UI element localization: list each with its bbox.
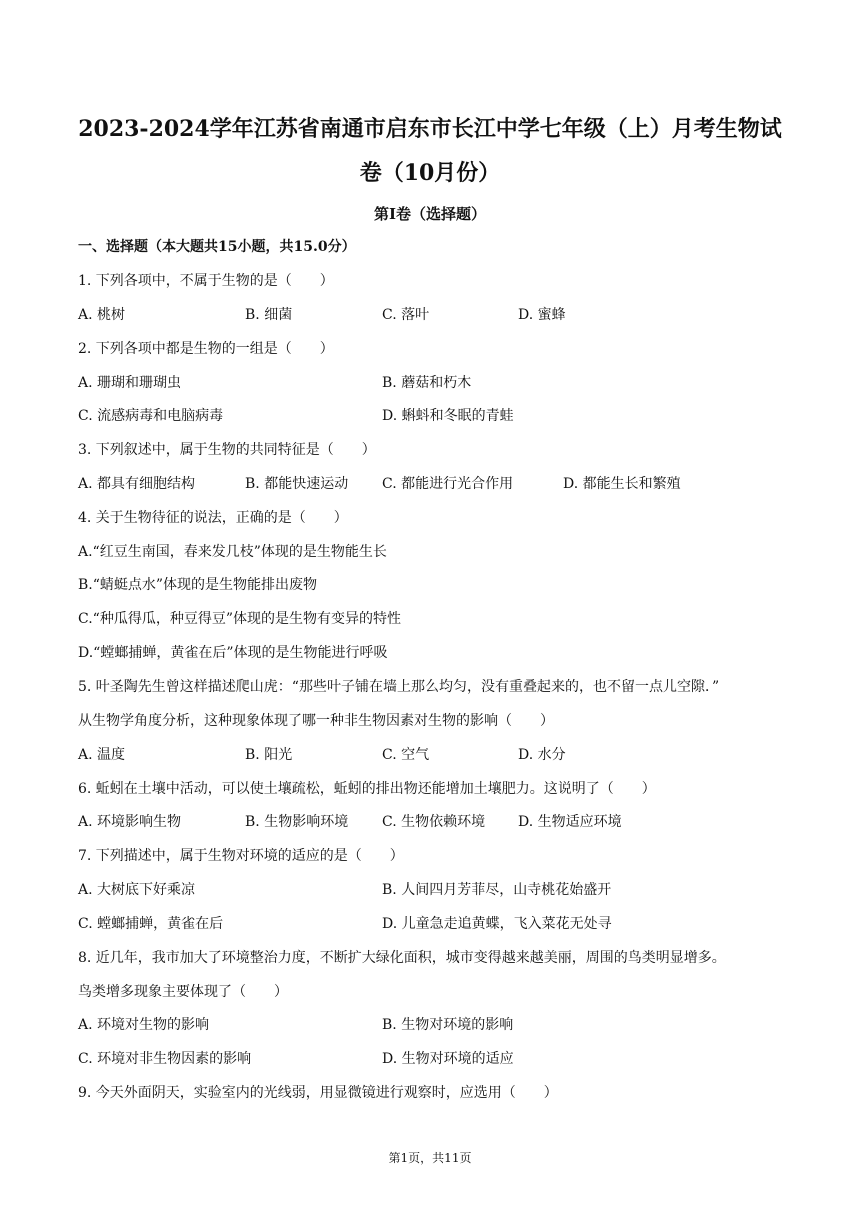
page-number-footer: 第1页，共11页 [388, 1151, 472, 1165]
section-heading: 一、选择题（本大题共15小题，共15.0分） [78, 239, 356, 255]
question-3-option-c: C. 都能进行光合作用 [382, 476, 514, 492]
question-7-option-a: A. 大树底下好乘凉 [78, 882, 196, 898]
volume-subtitle: 第I卷（选择题） [373, 205, 487, 223]
question-4-option-b: B.“蜻蜓点水”体现的是生物能排出废物 [78, 577, 318, 593]
question-1-option-a: A. 桃树 [78, 307, 126, 323]
question-2-option-d: D. 蝌蚪和冬眠的青蛙 [382, 408, 514, 424]
question-1-option-d: D. 蜜蜂 [518, 307, 566, 323]
question-1-stem: 1. 下列各项中，不属于生物的是（ ） [78, 273, 334, 289]
question-7-stem: 7. 下列描述中，属于生物对环境的适应的是（ ） [78, 848, 404, 864]
question-6-stem: 6. 蚯蚓在土壤中活动，可以使土壤疏松，蚯蚓的排出物还能增加土壤肥力。这说明了（ ） [78, 781, 656, 797]
question-4-stem: 4. 关于生物待征的说法，正确的是（ ） [78, 510, 348, 526]
question-3-stem: 3. 下列叙述中，属于生物的共同特征是（ ） [78, 442, 376, 458]
question-6-option-a: A. 环境影响生物 [78, 814, 182, 830]
question-8-option-b: B. 生物对环境的影响 [382, 1017, 514, 1033]
question-6-option-d: D. 生物适应环境 [518, 814, 622, 830]
question-7-option-d: D. 儿童急走追黄蝶，飞入菜花无处寻 [382, 916, 612, 932]
question-9-stem: 9. 今天外面阴天，实验室内的光线弱，用显微镜进行观察时，应选用（ ） [78, 1085, 558, 1101]
question-2-option-a: A. 珊瑚和珊瑚虫 [78, 375, 182, 391]
question-5-option-b: B. 阳光 [245, 747, 293, 763]
question-4-option-a: A.“红豆生南国，春来发几枝”体现的是生物能生长 [78, 544, 387, 560]
question-2-option-c: C. 流感病毒和电脑病毒 [78, 408, 224, 424]
question-8-option-a: A. 环境对生物的影响 [78, 1017, 210, 1033]
question-7-option-c: C. 螳螂捕蝉，黄雀在后 [78, 916, 224, 932]
question-3-option-a: A. 都具有细胞结构 [78, 476, 196, 492]
question-5-option-d: D. 水分 [518, 747, 566, 763]
question-5-stem-line2: 从生物学角度分析，这种现象体现了哪一种非生物因素对生物的影响（ ） [78, 713, 554, 729]
question-1-option-b: B. 细菌 [245, 307, 293, 323]
question-2-option-b: B. 蘑菇和朽木 [382, 375, 472, 391]
question-4-option-c: C.“种瓜得瓜，种豆得豆”体现的是生物有变异的特性 [78, 611, 401, 627]
question-5-option-c: C. 空气 [382, 747, 430, 763]
question-4-option-d: D.“螳螂捕蝉，黄雀在后”体现的是生物能进行呼吸 [78, 645, 388, 661]
question-5-option-a: A. 温度 [78, 747, 126, 763]
question-8-stem-line1: 8. 近几年，我市加大了环境整治力度，不断扩大绿化面积，城市变得越来越美丽，周围的鸟类明显增多。 [78, 950, 726, 966]
question-8-stem-line2: 鸟类增多现象主要体现了（ ） [78, 984, 288, 1000]
question-1-option-c: C. 落叶 [382, 307, 430, 323]
question-2-stem: 2. 下列各项中都是生物的一组是（ ） [78, 341, 334, 357]
exam-title-line1: 2023-2024学年江苏省南通市启东市长江中学七年级（上）月考生物试 [78, 116, 782, 142]
exam-title-line2: 卷（10月份） [359, 160, 501, 186]
question-5-stem-line1: 5. 叶圣陶先生曾这样描述爬山虎：“那些叶子铺在墙上那么均匀，没有重叠起来的，也不留一点儿空隙．” [78, 679, 720, 695]
question-8-option-c: C. 环境对非生物因素的影响 [78, 1051, 252, 1067]
question-6-option-b: B. 生物影响环境 [245, 814, 349, 830]
question-7-option-b: B. 人间四月芳菲尽，山寺桃花始盛开 [382, 882, 612, 898]
question-3-option-d: D. 都能生长和繁殖 [563, 476, 681, 492]
question-8-option-d: D. 生物对环境的适应 [382, 1051, 514, 1067]
question-6-option-c: C. 生物依赖环境 [382, 814, 486, 830]
question-3-option-b: B. 都能快速运动 [245, 476, 349, 492]
